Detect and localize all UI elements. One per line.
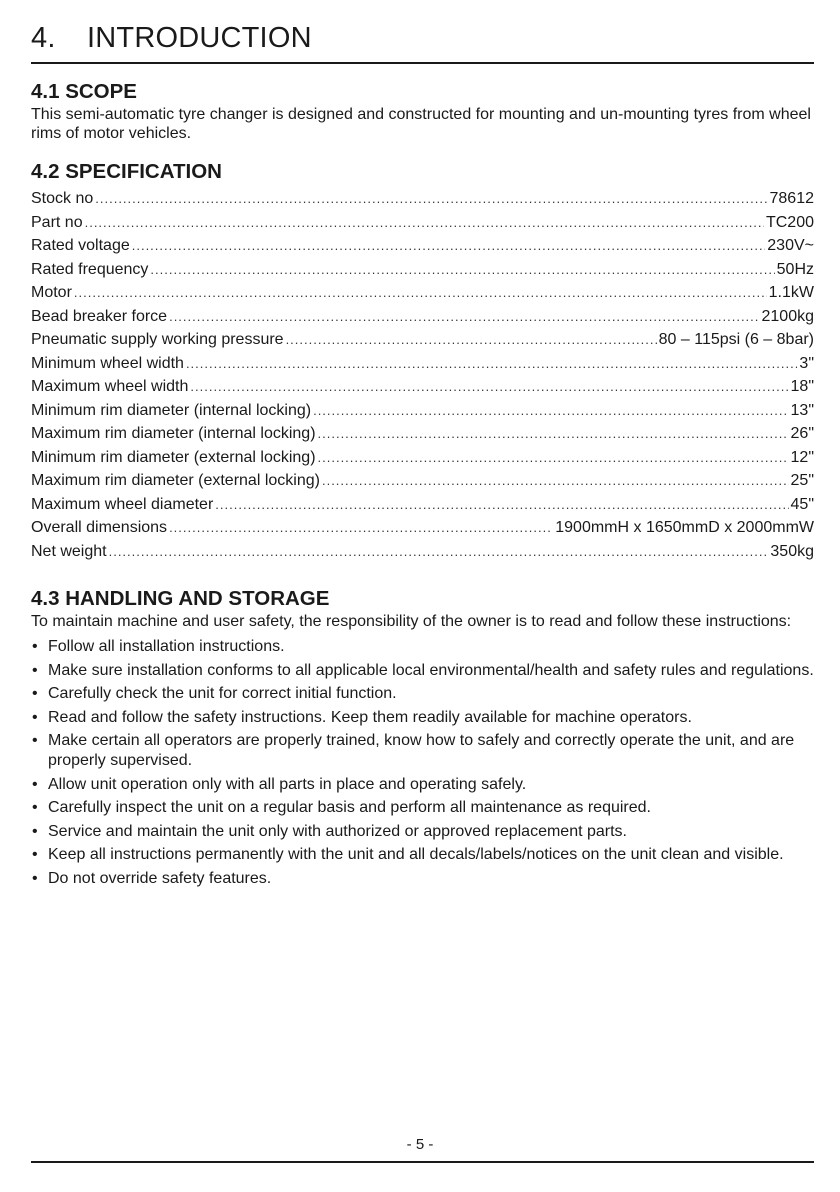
spec-value: TC200 [765, 213, 814, 231]
list-item-text: Follow all installation instructions. [48, 638, 285, 655]
chapter-title [31, 22, 814, 60]
spec-label: Stock no [31, 190, 94, 207]
spec-value: 26" [790, 425, 814, 442]
bullet-icon: • [32, 822, 38, 840]
spec-label: Minimum wheel width [31, 354, 184, 372]
specification-heading: 4.2 SPECIFICATION [31, 160, 222, 183]
dot-leader [322, 469, 789, 493]
list-item [31, 822, 814, 842]
spec-value: 3" [799, 354, 814, 372]
spec-row [31, 422, 814, 446]
list-item [31, 661, 814, 681]
spec-value: 50Hz [776, 260, 814, 278]
spec-value: 80 – 115psi (6 – 8bar) [658, 331, 814, 348]
spec-value: 78612 [769, 190, 814, 207]
spec-value: 1900mmH x 1650mmD x 2000mmW [555, 519, 814, 536]
list-item [31, 708, 814, 728]
spec-label: Minimum rim diameter (external locking) [31, 448, 316, 466]
handling-intro: To maintain machine and user safety, the responsibility of the owner is to read and follow these instructions: [31, 613, 792, 630]
spec-value: 45" [790, 495, 814, 513]
spec-row [31, 446, 814, 470]
dot-leader [95, 187, 767, 211]
spec-row [31, 540, 814, 564]
dot-leader [150, 258, 774, 282]
dot-leader [132, 234, 766, 258]
bullet-icon: • [32, 775, 38, 793]
spec-row [31, 211, 814, 235]
dot-leader [313, 399, 788, 423]
spec-label: Bead breaker force [31, 307, 168, 325]
dot-leader [85, 211, 764, 235]
spec-row [31, 399, 814, 423]
list-item [31, 775, 814, 795]
list-item [31, 798, 814, 818]
spec-row [31, 375, 814, 399]
dot-leader [169, 516, 553, 540]
header-rule [31, 62, 814, 64]
manual-page [31, 22, 814, 892]
list-item-text: Service and maintain the unit only with authorized or approved replacement parts. [48, 822, 627, 840]
spec-label: Rated frequency [31, 260, 149, 278]
scope-text: This semi-automatic tyre changer is designed and constructed for mounting and un-mounting tyres from wheel rims of motor vehicles. [31, 106, 811, 142]
spec-label: Pneumatic supply working pressure [31, 331, 284, 348]
dot-leader [169, 305, 759, 329]
spec-value: 350kg [770, 542, 814, 560]
spec-row [31, 328, 814, 352]
spec-value: 13" [790, 401, 814, 419]
dot-leader [186, 352, 797, 376]
spec-row [31, 187, 814, 211]
spec-label: Minimum rim diameter (internal locking) [31, 401, 312, 419]
bullet-icon: • [32, 869, 38, 887]
bullet-icon: • [32, 799, 38, 816]
spec-value: 230V~ [767, 237, 814, 254]
list-item-text: Allow unit operation only with all parts in place and operating safely. [48, 775, 527, 793]
spec-label: Net weight [31, 542, 107, 560]
spec-value: 25" [790, 472, 814, 489]
spec-label: Rated voltage [31, 237, 130, 254]
list-item [31, 684, 814, 704]
chapter-number: 4. [31, 22, 56, 54]
spec-row [31, 281, 814, 305]
list-item-text: Keep all instructions permanently with the unit and all decals/labels/notices on the unit clean and visible. [48, 846, 784, 863]
specification-table [31, 187, 814, 563]
dot-leader [318, 422, 789, 446]
spec-value: 18" [790, 378, 814, 395]
spec-label: Part no [31, 213, 83, 231]
spec-value: 12" [790, 448, 814, 466]
chapter-heading: INTRODUCTION [87, 22, 312, 54]
spec-row [31, 352, 814, 376]
dot-leader [318, 446, 789, 470]
dot-leader [286, 328, 657, 352]
spec-label: Maximum rim diameter (external locking) [31, 472, 320, 489]
bullet-icon: • [32, 638, 38, 655]
scope-heading: 4.1 SCOPE [31, 80, 137, 103]
spec-row [31, 469, 814, 493]
list-item-text: Do not override safety features. [48, 869, 272, 887]
spec-label: Maximum rim diameter (internal locking) [31, 425, 316, 442]
spec-label: Maximum wheel diameter [31, 495, 214, 513]
spec-value: 2100kg [761, 307, 814, 325]
spec-row [31, 305, 814, 329]
dot-leader [74, 281, 767, 305]
list-item-text: Make sure installation conforms to all applicable local environmental/health and safety rules and regulations. [48, 661, 814, 679]
spec-row [31, 516, 814, 540]
dot-leader [190, 375, 788, 399]
spec-value: 1.1kW [768, 284, 814, 301]
footer-rule [31, 1161, 814, 1163]
spec-label: Motor [31, 284, 72, 301]
bullet-icon: • [32, 661, 38, 679]
list-item-text: Carefully inspect the unit on a regular basis and perform all maintenance as required. [48, 799, 651, 816]
spec-row [31, 493, 814, 517]
spec-label: Maximum wheel width [31, 378, 189, 395]
list-item [31, 845, 814, 865]
bullet-icon: • [32, 846, 38, 863]
list-item-text: Read and follow the safety instructions. Keep them readily available for machine operators. [48, 708, 692, 726]
bullet-icon: • [32, 732, 38, 749]
list-item-text: Carefully check the unit for correct initial function. [48, 685, 397, 702]
handling-heading: 4.3 HANDLING AND STORAGE [31, 587, 330, 610]
list-item [31, 637, 814, 657]
spec-label: Overall dimensions [31, 519, 168, 536]
page-number: - 5 - [406, 1136, 434, 1153]
list-item [31, 731, 814, 771]
list-item-text: Make certain all operators are properly trained, know how to safely and correctly operate the unit, and are properly supervised. [48, 732, 795, 769]
bullet-icon: • [32, 708, 38, 726]
handling-instructions-list [31, 637, 814, 889]
dot-leader [109, 540, 769, 564]
spec-row [31, 234, 814, 258]
list-item [31, 869, 814, 889]
bullet-icon: • [32, 685, 38, 702]
dot-leader [215, 493, 788, 517]
spec-row [31, 258, 814, 282]
